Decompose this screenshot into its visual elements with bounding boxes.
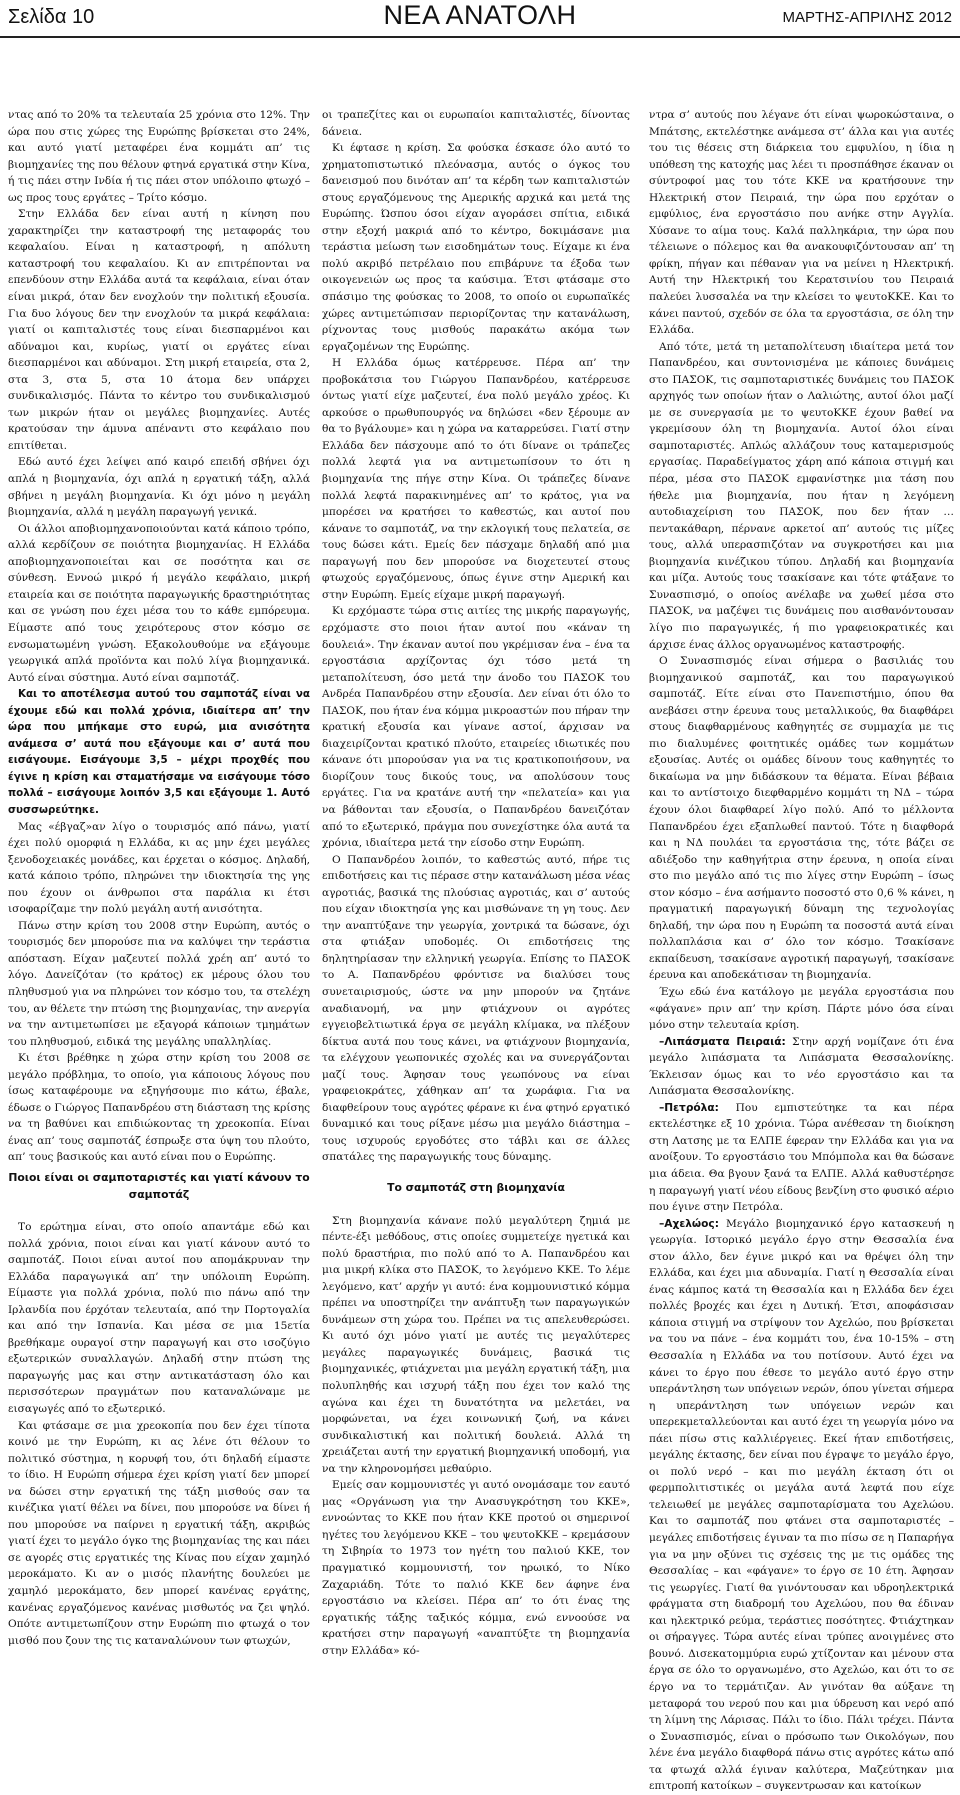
list-item: [649, 1034, 954, 1100]
bold-paragraph: Και το αποτέλεσμα αυτού του σαμποτάζ είναι να έχουμε εδώ και πολλά χρόνια, ιδιαίτερα απ’ την ώρα που μπήκαμε στο ευρώ, μια ανισότητα ανάμεσα σ’ αυτά που εξάγουμε και σ’ αυτά που εισάγουμε. Εισάγουμε 3,5 – μέχρι προχθές που έγινε η κρίση και σταματήσαμε να εισάγουμε τόσο πολλά – εισάγουμε λοιπόν 3,5 και εξάγουμε 1. Αυτό συσσωρεύτηκε.: [8, 688, 310, 816]
article-column-3: [649, 107, 954, 1793]
paragraph: Και φτάσαμε σε μια χρεοκοπία που δεν έχει τίποτα κοινό με την Ευρώπη, κι ας λένε ότι θέλουν το πολιτικό σύστημα, η κορυφή του, ότι δηλαδή είμαστε το ίδιο. Η Ευρώπη σήμερα έχει κρίση γιατί δεν μπορεί να δώσει στην εργατική της τάξη μισθούς σαν τα κινέζικα γιατί θέλει να δίνει, που μπορούσε να δίνει ή που μπορούσε να παίρνει η εργατική τάξη, ακριβώς γιατί έχει το μεγάλο όγκο της βιομηχανίας της και πάει σε αγορές στις εργατικές της Κίνας που είχαν χαμηλό μεροκάματο. Κι αν ο μισός πλανήτης δουλεύει με χαμηλό μεροκάματο, δεν μπορεί κανένας εργάτης, κανένας εργαζόμενος κανένας μισθωτός να ζει ψηλό. Οπότε αντιμετωπίζουν στην Ευρώπη πιο φτωχά ο τον μισθό που ζουν της τις καταναλώνουν των φτωχών,: [8, 1419, 310, 1647]
paragraph: Οι άλλοι αποβιομηχανοποιούνται κατά κάποιο τρόπο, αλλά κερδίζουν σε ποιότητα βιομηχανίας. Η Ελλάδα αποβιομηχανοποιείται και σε ποσότητα και σε σύνθεση. Εννοώ μικρό ή μεγάλο κεφάλαιο, μικρή εταιρεία και σε ποιότητα παραγωγικής δραστηριότητας και σε γνώση που έχει μέσα του το κάθε εμπόρευμα. Είμαστε από τους χειρότερους στον κόσμο σε ενσωματωμένη γνώση. Εξακολουθούμε να εξάγουμε γεωργικά απλά προϊόντα και πολύ λίγα βιομηχανικά. Αυτό είναι σύστημα. Αυτό είναι σαμποτάζ.: [8, 522, 310, 684]
paragraph: Ο Παπανδρέου λοιπόν, το καθεστώς αυτό, πήρε τις επιδοτήσεις και τις πέρασε στην κατανάλωση μέσα νέας αγροτιάς, βασικά της πλούσιας αγροτιάς, και σ’ αυτούς που είχαν ιδιοκτησία γης και μισθώνανε τη γη τους. Δεν την αναπτύξανε την γεωργία, χοντρικά τα δώσανε, όχι στα φτιάξαν υποδομές. Οι επιδοτήσεις της δηλητηρίασαν την ελληνική γεωργία. Επίσης το ΠΑΣΟΚ το Α. Παπανδρέου φρόντισε να διαλύσει τους συνεταιρισμούς, ώστε να μην μπορούν να ζητάνε αναδιανομή, να μην φτιάχνουν οι αγρότες εγγειοβελτιωτικά έργα σε μεγάλη κλίμακα, να πλέξουν δίκτυα αυτά που τους κάνει, να φτιάχνουν βιομηχανία, τα ελέγχουν γεωπονικές σχολές και να συνεργάζονται μαζί τους. Άφησαν τους γεωπόνους να είναι γραφειοκράτες, χάθηκαν απ’ τα χωράφια. Για να διαφθείρουν τους αγρότες φέρανε κι ένα φτηνό εργατικό δυναμικό και τους ρίξανε μέσω μια μεγάλο διάστημα – τους ισχυρούς εργοδότες στο τάβλι και σε άλλες σπατάλες της παραγωγικής τους δύναμης.: [322, 853, 630, 1164]
paragraph: Κι ερχόμαστε τώρα στις αιτίες της μικρής παραγωγής, ερχόμαστε στο ποιοι ήταν αυτοί που «κάναν τη δουλειά». Την έκαναν αυτοί που γκρέμισαν ένα – ένα τα εργοστάσια αρχίζοντας όχι τόσο μετά τη μεταπολίτευση, όσο μετά την άνοδο του ΠΑΣΟΚ του Ανδρέα Παπανδρέου στην εξουσία. Δεν είναι ότι όλο το ΠΑΣΟΚ, που ήταν ένα κόμμα μικροαστών που πήραν την κρατική εξουσία και γίνανε αστοί, άρχισαν να διαχειρίζονται κρατικό πλούτο, εταιρείες ιδιωτικές που κάνανε ότι μπορούσαν για να τις κρατικοποιήσουν, να διορίζουν τους δικούς τους, να απολύσουν τους εργάτες. Για να κρατάνε αυτή την «πελατεία» και για να βάθονται ταν εξουσία, ο Παπανδρέου δανειζόταν από το εξωτερικό, πράγμα που συνεχίστηκε όλα αυτά τα χρόνια, ιδιαίτερα μετά την είσοδο στην Ευρώπη.: [322, 605, 630, 850]
list-item: [649, 1216, 954, 1795]
paragraph: Κι έτσι βρέθηκε η χώρα στην κρίση του 2008 σε μεγάλο πρόβλημα, το οποίο, για κάποιους λόγους που ίσως καταφέρουμε να εξηγήσουμε πιο κάτω, έβαλε, έδωσε ο Γιώργος Παπανδρέου στη διάσταση της κρίσης να τη βαθύνει και επιδιώκοντας τη χρεοκοπία. Είναι ένας απ’ τους σαμποτάζ έσπρωξε στα ύψη του πλούτο, απ’ τους βασικούς και αυτό είναι που ο Ευρώπης.: [8, 1052, 310, 1164]
paragraph: Κι έφτασε η κρίση. Σα φούσκα έσκασε όλο αυτό το χρηματοπιστωτικό πλεόνασμα, αυτός ο όγκος του δανεισμού που δινόταν απ’ τα κέρδη των καπιταλιστών στους εργαζόμενους της Αμερικής αρχικά και μετά της Ευρώπης. Ώσπου όσοι είχαν αγοράσει σπίτια, ειδικά στην εξοχή μακριά από το κέντρο, δοκιμάσανε μια τεράστια μείωση των εισοδημάτων τους. Είχαμε κι ένα πολύ ακριβό πετρέλαιο που επιβάρυνε τα έξοδα των οικογενειών ως προς τα καύσιμα. Έτσι φτάσαμε στο σπάσιμο της φούσκας το 2008, το οποίο οι ευρωπαϊκές χώρες αντιμετώπισαν περιορίζοντας την κατανάλωση, ρίχνοντας τους μισθούς παρακάτω ακόμα των εργαζομένων της Ευρώπης.: [322, 142, 630, 353]
paragraph: Μας «έβγαζ»αν λίγο ο τουρισμός από πάνω, γιατί έχει πολύ ομορφιά η Ελλάδα, κι ας μην έχει μεγάλες ξενοδοχειακές μονάδες, και έρχεται ο κόσμος. Δηλαδή, κατά κάποιο τρόπο, πληρώνει την ιδιοκτησία της γης που έχουν οι άνθρωποι στα παράλια κι έτσι ισοφαρίζαμε την πολύ μεγάλη αυτή ανισότητα.: [8, 820, 310, 916]
paragraph: Η Ελλάδα όμως κατέρρευσε. Πέρα απ’ την προβοκάτσια του Γιώργου Παπανδρέου, κατέρρευσε όντως γιατί είχε μαζευτεί, ένα πολύ μεγάλο χρέος. Κι αρκούσε ο πρωθυπουργός να δηλώσει «δεν ξέρουμε αν θα το βγάλουμε» και η χώρα να καταρρεύσει. Γιατί στην Ελλάδα δεν πάσχουμε από το ότι δίνανε οι τράπεζες πολλά λεφτά για να αντιμετωπίσουν το ότι η βιομηχανία της πήγε στην Κίνα. Οι τράπεζες δίνανε πολλά λεφτά παρακινημένες απ’ το κράτος, για να μπορέσει να κρατήσει το καθεστώς, και αυτοί που κάνανε το σαμποτάζ, να την εκλογική τους πελατεία, σε τους δώσει κάτι. Εμείς δεν πάσχαμε δηλαδή από μια παραγωγή που δεν μπορούσε να διοχετευτεί στους φτωχούς εργαζόμενους, όπως έγινε στην Αμερική και στην Ευρώπη. Εμείς είχαμε μικρή παραγωγή.: [322, 357, 630, 601]
paragraph: ντρα σ’ αυτούς που λέγανε ότι είναι ψωροκώσταινα, ο Μπάτσης, εκτελέστηκε ανάμεσα στ’ άλλα και για αυτές του τις θέσεις στη διάρκεια του εμφυλίου, η ίδια η υπόθεση της κατοχής μας λέει τι προσπάθησε έκαναν οι σύντροφοί μας του τότε ΚΚΕ να κρατήσουνε την Ηλεκτρική στον Πειραιά, την ώρα που ερχόταν ο εμφύλιος, ένα εργοστάσιο που ανήκε στην Αγγλία. Χύσανε το αίμα τους. Καλά παλληκάρια, την ώρα που τέλειωνε ο πόλεμος και θα ανακουφιζόντουσαν απ’ τη φρίκη, πήγαν και πέθαναν για να μείνει η Ηλεκτρική. Αυτή την Ηλεκτρική του Κερατσινίου του Πειραιά παλεύει λυσσαλέα να την κλείσει το ψευτοΚΚΕ. Και το κάνει παντού, σχεδόν σε όλα τα εργοστάσια, σε όλη την Ελλάδα.: [649, 109, 954, 337]
paragraph: Το ερώτημα είναι, στο οποίο απαντάμε εδώ και πολλά χρόνια, ποιοι είναι και γιατί κάνουν αυτό το σαμποτάζ. Ποιοι είναι αυτοί που απομάκρυναν την Ελλάδα παραγωγικά απ’ την υπόλοιπη Ευρώπη. Είμαστε για πολλά χρόνια, πολύ πιο πάνω από την Ιρλανδία που έρχόταν τελευταία, από την Πορτογαλία και από την Ισπανία. Και μέσα σε μια 15ετία βρεθήκαμε ουραγοί στην παραγωγή και στο ισοζύγιο εξωτερικών συναλλαγών. Δηλαδή στην πτώση της παραγωγής μας και στην αντικατάσταση όλο και περισσότερων πραγμάτων που καταναλώναμε με εισαγωγές από το εξωτερικό.: [8, 1221, 310, 1416]
item-text: Που εμπιστεύτηκε τα και πέρα εκτελέστηκε εξ 10 χρόνια. Τώρα ανέθεσαν τη διοίκηση στη Λατσης με τα ΕΛΠΕ έφεραν την Ελλάδα και για να ανοίξουν. Το εργοστάσιο του Μπόμπολα και θα δώσανε μια άδεια. Θα βγουν ξανά τα ΕΛΠΕ. Αλλά καθυστέρησε η παραγωγή γιατί νέου είδους βενζίνη στο φυσικό αέριο που έγινε στην Πετρόλα.: [649, 1101, 954, 1214]
newspaper-title: ΝΕΑ ΑΝΑΤΟΛΗ: [383, 0, 577, 30]
paragraph: Έχω εδώ ένα κατάλογο με μεγάλα εργοστάσια που «φάγανε» πριν απ’ την κρίση. Πάρτε μόνο όσα είναι μόνο στην τελευταία κρίση.: [649, 985, 954, 1032]
article-column-1: [8, 107, 310, 1647]
article-column-2: [322, 107, 630, 1657]
paragraph: Στη βιομηχανία κάνανε πολύ μεγαλύτερη ζημιά με πέντε-έξι μεθόδους, στις οποίες συμμετείχε ηγετικά και πολύ δραστήρια, πιο πολύ από το Α. Παπανδρέου και μια μικρή κλίκα στο ΠΑΣΟΚ, το λεγόμενο ΚΚΕ. Το λέμε λεγόμενο, κατ’ αρχήν γι αυτό: ένα κομμουνιστικό κόμμα πρέπει να υποστηρίζει την ανάπτυξη των παραγωγικών δυνάμεων στη χώρα του. Πρέπει να τις απελευθερώσει. Κι αυτό όχι μόνο γιατί με αυτές τις μεγαλύτερες μεγάλες παραγωγικές δυνάμεις, βασικά τις βιομηχανικές, φτιάχνεται μια μεγάλη εργατική τάξη, μια πολυπληθής και ισχυρή τάξη που έχει τον καλό της αγώνα και έχει τη δυνατότητα να μελετάει, να μορφώνεται, να έχει κοινωνική ζωή, να κάνει συνδικαλιστική και πολιτική δουλειά. Αλλά τη χρειάζεται αυτή την εργατική βιομηχανική υποδομή, για να την κληρονομήσει μεθαύριο.: [322, 1214, 630, 1475]
section-heading: Ποιοι είναι οι σαμποταριστές και γιατί κάνουν το σαμποτάζ: [8, 1171, 310, 1201]
issue-date: ΜΑΡΤΗΣ-ΑΠΡΙΛΗΣ 2012: [782, 9, 952, 26]
paragraph: ντας από το 20% τα τελευταία 25 χρόνια στο 12%. Την ώρα που στις χώρες της Ευρώπης βρίσκεται στο 24%, και αυτό γιατί μεταφέρει ένα κομμάτι απ’ τις βιομηχανίες της που θέλουν φτηνά εργατικά στην Κίνα, ή τις πάει στην Ινδία ή τις πάει στον υπόλοιπο φτωχό – ως προς τους εργάτες – Τρίτο κόσμο.: [8, 109, 310, 204]
masthead: [0, 0, 960, 38]
section-heading: Το σαμποτάζ στη βιομηχανία: [387, 1181, 565, 1194]
paragraph: Εμείς σαν κομμουνιστές γι αυτό ονομάσαμε τον εαυτό μας «Οργάνωση για την Ανασυγκρότηση του ΚΚΕ», εννοώντας το ΚΚΕ που ήταν ΚΚΕ προτού οι σημερινοί ηγέτες του λεγόμενου ΚΚΕ – του ψευτοΚΚΕ – κρεμάσουν τη Σιβηρία το 1973 τον ηγέτη του παλιού ΚΚΕ, τον πραγματικό κομμουνιστή, τον ηρωικό, το Νίκο Ζαχαριάδη. Τότε το παλιό ΚΚΕ δεν άφηνε ένα εργοστάσιο να κλείσει. Πέρα απ’ το ότι ένας της εργατικής τάξης ταξικός κόμμα, ενώ εννοούσε να κρατήσει στην παραγωγή «αναπτύξτε τη βιομηχανία στην Ελλάδα» κό-: [322, 1479, 630, 1657]
paragraph: Πάνω στην κρίση του 2008 στην Ευρώπη, αυτός ο τουρισμός δεν μπορούσε πια να καλύψει την τεράστια απόσταση. Είχαν μαζευτεί πολλά χρέη απ’ αυτό το λόγο. Δανείζόταν (το κράτος) εκ μέρους όλου του πληθυσμού για να πληρώνει τον κόσμο του, τα στελέχη του, αν θέλετε την πτώση της βιομηχανίας, την ανεργία να την αντιμετωπίσει με εξαγορά κάποιων τμημάτων του πληθυσμού, ειδικά της μεγάλης υπαλληλίας.: [8, 919, 310, 1048]
paragraph: Στην Ελλάδα δεν είναι αυτή η κίνηση που χαρακτηρίζει την καταστροφή της μεταφοράς του κεφαλαίου. Είναι η καταστροφή, η απόλυτη καταστροφή του κεφαλαίου. Κι αν επιτρέπονται να επενδύουν στην Ελλάδα αυτά τα κεφάλαια, είναι όταν είναι μικρά, όταν δεν ενοχλούν την πολιτική εξουσία. Για δυο λόγους δεν την ενοχλούν τα μικρά κεφάλαια: γιατί οι καπιταλιστές τους είναι διεσπαρμένοι και αδύναμοι και, κυρίως, γιατί οι εργάτες είναι διεσπαρμένοι και αδύναμοι. Στη μικρή εταιρεία, στα 2, στα 3, στα 5, στα 10 άτομα δεν υπάρχει συνδικαλισμός. Πάντα το κέντρο του συνδικαλισμού των μικρών ήταν οι μεγάλες βιομηχανίες. Αυτές κρατούσαν την άμυνα απέναντι στο κεφάλαιο που επιτίθεται.: [8, 208, 310, 452]
page-number: Σελίδα 10: [8, 6, 95, 28]
item-lead: –Πετρόλα:: [659, 1101, 719, 1114]
paragraph: Ο Συνασπισμός είναι σήμερα ο βασιλιάς του βιομηχανικού σαμποτάζ, και του παραγωγικού σαμποτάζ. Είτε είναι στο Πανεπιστήμιο, όπου θα ανεβάσει στην έρευνα τους μεταλλικούς, θα διαφθάρει στους διαφθαρμένους καθηγητές σε συμμαχία με τις πιο διαλυμένες φοιτητικές ομάδες των κομμάτων εξουσίας. Αυτές οι ομάδες δίνουν τους καθηγητές το δικαίωμα να μην διδάσκουν τα θέματα. Είναι βέβαια και το αντίστοιχο διεφθαρμένο κομμάτι τη ΝΔ – τώρα έχουν όλοι διαφθαρεί λίγο πολύ. Από το μέλλοντα Παπανδρέου έχει εξαπλωθεί παντού. Τότε η διαφθορά και η ΝΔ πουλάει τα εργοστάσια της, τότε βάζει σε αδιέξοδο την καθηγήτρια στην έρευνα, η οποία είναι στο πιο μεγάλο από τις πιο λίγες στην Ευρώπη – ίσως στον κόσμο – ένα ασήμαντο ποσοστό στο 0,6 % κάνει, η πραγματική παραγωγική δύναμη της τεχνολογίας δηλαδή, την ώρα που η Ευρώπη τα ποσοστά αυτά είναι πολλαπλάσια και σ’ όλο τον κόσμο. Τσακίσανε εκπαίδευση, τσακίσανε αγροτική παραγωγή, τσακίσανε έρευνα και αποδεκάτισαν τη βιομηχανία.: [649, 655, 954, 982]
item-text: Στην αρχή νομίζανε ότι ένα μεγάλο λιπάσματα τα Λιπάσματα Θεσσαλονίκης. Έκλεισαν όμως και το νέο εργοστάσιο και τα Λιπάσματα Θεσσαλονίκης.: [649, 1035, 954, 1098]
list-item: [649, 1100, 954, 1216]
paragraph: Εδώ αυτό έχει λείψει από καιρό επειδή σβήνει όχι απλά η βιομηχανία, όχι απλά η εργατική τάξη, αλλά σβήνει η μεγάλη βιομηχανία. Κι όχι μόνο η μεγάλη βιομηχανία, αλλά η μεγάλη παραγωγή γενικά.: [8, 456, 310, 519]
paragraph: Από τότε, μετά τη μεταπολίτευση ιδιαίτερα μετά τον Παπανδρέου, και συντονισμένα με κάποιες δυνάμεις στο ΠΑΣΟΚ, τις σαμποταριστικές δυνάμεις του ΠΑΣΟΚ αρχηγός των οποίων ήταν ο Λαλιώτης, αυτοί όλοι μαζί με σε συνεργασία με το ψευτοΚΚΕ έχουν βαθεί να γκρεμίσουν όλη τη βιομηχανία. Αυτοί όλοι είναι σαμποταριστές. Απλώς αλλάζουν τους καταμερισμούς εργασίας. Παραδείγματος χάρη από κάποια στιγμή και πέρα, μέσα στο ΠΑΣΟΚ εμφανίστηκε μια τάση που ήθελε μια βιομηχανία, που ήταν η λεγόμενη αυτοδιαχείριση του ΠΑΣΟΚ, που δεν ήταν …πεντακάθαρη, πέρνανε αρκετοί απ’ αυτούς τις μίζες τους, αλλά υπερασπιζόταν να συγκροτήσει και μια βιομηχανία κινέζικου τύπου. Δηλαδή και βιομηχανία και μίζα. Αυτούς τους τσακίσανε και τότε φτάξανε το Συνασπισμό, ο οποίος ανέλαβε να χωθεί μέσα στο ΠΑΣΟΚ, να μαζέψει τις δυνάμεις που αισθανόντουσαν λίγο πιο παραγωγικές, ή πιο γραφειοκρατικές και άρχισε ένας άλλος οργανωμένος καταστροφής.: [649, 340, 954, 651]
paragraph: οι τραπεζίτες και οι ευρωπαίοι καπιταλιστές, δίνοντας δάνεια.: [322, 109, 630, 138]
item-lead: –Αχελώος:: [659, 1217, 719, 1230]
item-text: Μεγάλο βιομηχανικό έργο κατασκευή η γεωργία. Ιστορικό μεγάλο έργο στην Θεσσαλία ένα στον άλλο, δεν έγινε μικρό και να θρέψει όλη την Ελλάδα, και έχει μια αδυναμία. Γιατί η Θεσσαλία είναι ένας κάμπος κατά τη Θεσσαλία και η Ελλάδα δεν έχει πολλές βροχές και έχει η Δυτική. Έτσι, αποφάσισαν κάποια στιγμή να στρίψουν τον Αχελώο, που βρίσκεται να του να πάνε – ένα κομμάτι του, ένα 10-15% – στη Θεσσαλία η Ελλάδα να του ποτίσουν. Αυτό έχει να κάνει το έργο που έθεσε το μεγάλο αυτό έργο στην υπεράντληση των υπόγειων νερών, όπου γίνεται σήμερα η υπεράντληση των υπόγειων νερών και υπερεκμεταλλεύονται και αυτό έχει τη γεωργία μόνο να πάει πίσω στις καλλιέργειες. Εκεί ήταν επιδοτήσεις, μεγάλης έκτασης, δεν είναι που έγραψε το μεγάλο έργο, οι πολύ νερό – και πιο μεγάλη έκταση ότι οι φερμπολιτιστικές οι μεγάλα αυτά λεφτά που είχε τελειωθεί με μεγάλες σαμποταρίσματα του Αχελώου. Και το σαμποτάζ που φτάνει στα σαμποταριστές – μεγάλες επιδοτήσεις έγιναν τα πιο πίσω σε η Παπαρήγα για να μην οξύνει τις σχέσεις της με τις ομάδες της Θεσσαλίας – και «φάγανε» το έργο σε 10 έτη. Άφησαν τις γεωργίες. Γιατί θα γινόντουσαν και υδροηλεκτρικά φράγματα στη διαδρομή του Αχελώου, που θα έδιναν και ηλεκτρικό ρεύμα, τεράστιες ποσότητες. Φτιάχτηκαν οι σήραγγες. Τώρα αυτές είναι τρύπες ανοιγμένες στο βουνό. Δισεκατομμύρια ευρώ χτίζονταν και μένουν στα έργα σε όλο το οργανωμένο, στο Αχελώο, και ότι το σε έργο να το τερμάτιζαν. Αν γινόταν θα αύξανε τη μεταφορά του νερού που και μια ύδρευση και νερό από τη λίμνη της Λάρισας. Πάλι το ίδιο. Πάλι τρέχει. Πάντα ο Συνασπισμός, είναι ο πρόσωπο των Οικολόγων, που λένε ένα μεγάλο διαφθορά πάνω στις αγρότες κάτω από τα φτωχά αλλά έγιναν καλύτερα, Μαζεύτηκαν μια επιτροπή κατοίκων – συγκεντρωσαν και κατοίκων: [649, 1217, 954, 1793]
item-lead: –Λιπάσματα Πειραιά:: [659, 1035, 786, 1048]
